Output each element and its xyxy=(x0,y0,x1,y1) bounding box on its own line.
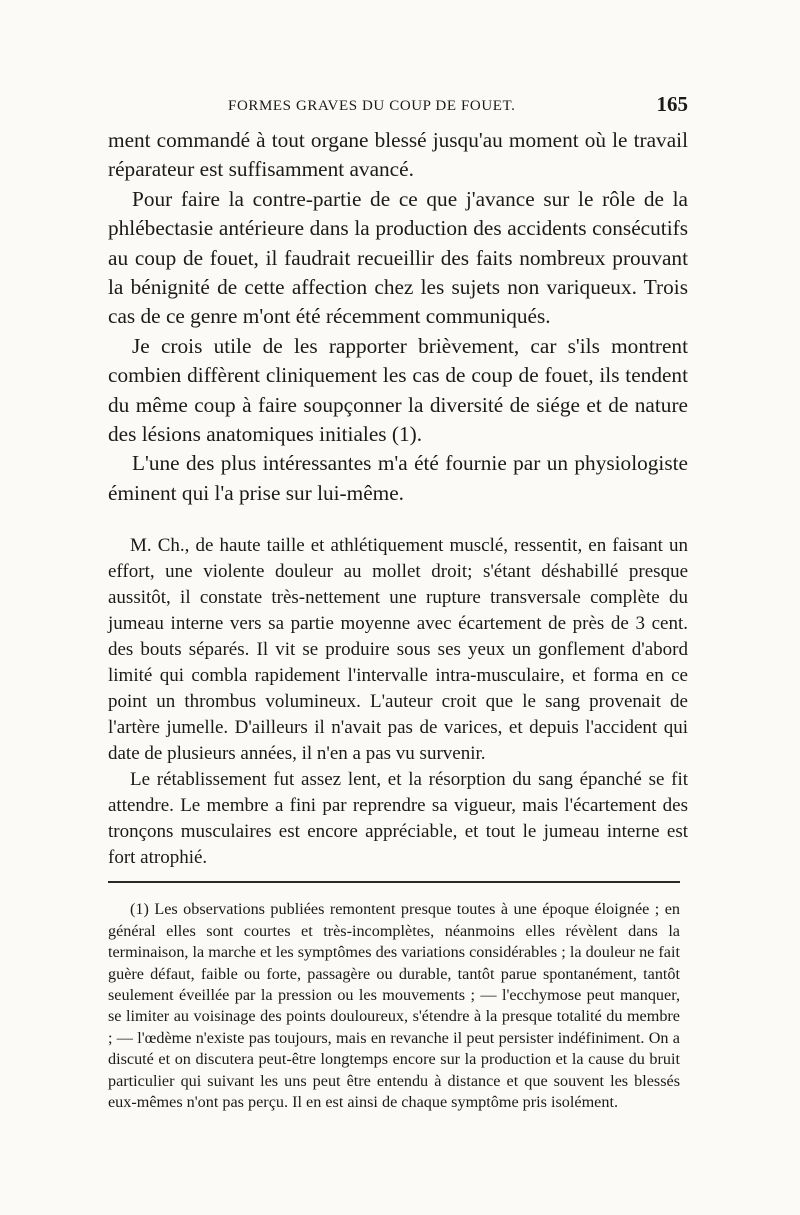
running-header-title: FORMES GRAVES DU COUP DE FOUET. xyxy=(228,98,516,114)
paragraph: L'une des plus intéressantes m'a été fournie par un physiologiste éminent qui l'a prise sur lui-même. xyxy=(108,451,688,505)
case-report xyxy=(108,533,688,871)
paragraph: Pour faire la contre-partie de ce que j'avance sur le rôle de la phlébectasie antérieure dans la production des accidents consécutifs au coup de fouet, il faudrait recueillir des faits nombreux prouvant la bénignité de cette affection chez les sujets non variqueux. Trois cas de ce genre m'ont été récemment communiqués. xyxy=(108,186,688,329)
paragraph: Je crois utile de les rapporter brièvement, car s'ils montrent combien diffèrent cliniquement les cas de coup de fouet, ils tendent du même coup à faire soupçonner la diversité de siége et de nature des lésions anatomiques initiales (1). xyxy=(108,333,688,447)
running-header xyxy=(108,92,688,120)
book-page xyxy=(108,92,688,1113)
case-paragraph: Le rétablissement fut assez lent, et la résorption du sang épanché se fit attendre. Le membre a fini par reprendre sa vigueur, mais l'écartement des tronçons musculaires est encore appréciable, et tout le jumeau interne est fort atrophié. xyxy=(108,769,688,869)
main-text xyxy=(108,126,688,508)
paragraph-continuation: ment commandé à tout organe blessé jusqu'au moment où le travail réparateur est suffisamment avancé. xyxy=(108,128,688,182)
footnote-divider xyxy=(108,881,680,883)
case-paragraph: M. Ch., de haute taille et athlétiquement musclé, ressentit, en faisant un effort, une violente douleur au mollet droit; s'étant déshabillé presque aussitôt, il constate très-nettement une rupture transversale complète du jumeau interne vers sa partie moyenne avec écartement de près de 3 cent. des bouts séparés. Il vit se produire sous ses yeux un gonflement d'abord limité qui combla rapidement l'intervalle intra-musculaire, et forma en ce point un thrombus volumineux. L'auteur croit que le sang provenait de l'artère jumelle. D'ailleurs il n'avait pas de varices, et depuis l'accident qui date de plusieurs années, il n'en a pas vu survenir. xyxy=(108,535,688,765)
page-number: 165 xyxy=(656,92,688,116)
footnote-text: (1) Les observations publiées remontent presque toutes à une époque éloignée ; en général elles sont courtes et très-incomplètes, néanmoins elles révèlent dans la terminaison, la marche et les symptômes des variations considérables ; la douleur ne fait guère défaut, faible ou forte, passagère ou durable, tantôt parue spontanément, tantôt seulement éveillée par la pression ou les mouvements ; — l'ecchymose peut manquer, se limiter au voisinage des points douloureux, s'étendre à la presque totalité du membre ; — l'œdème n'existe pas toujours, mais en revanche il peut persister indéfiniment. On a discuté et on discutera peut-être longtemps encore sur la production et la cause du bruit particulier qui suivant les uns peut être entendu à distance et que souvent les blessés eux-mêmes n'ont pas perçu. Il en est ainsi de chaque symptôme pris isolément. xyxy=(108,900,680,1111)
footnote xyxy=(108,899,680,1113)
